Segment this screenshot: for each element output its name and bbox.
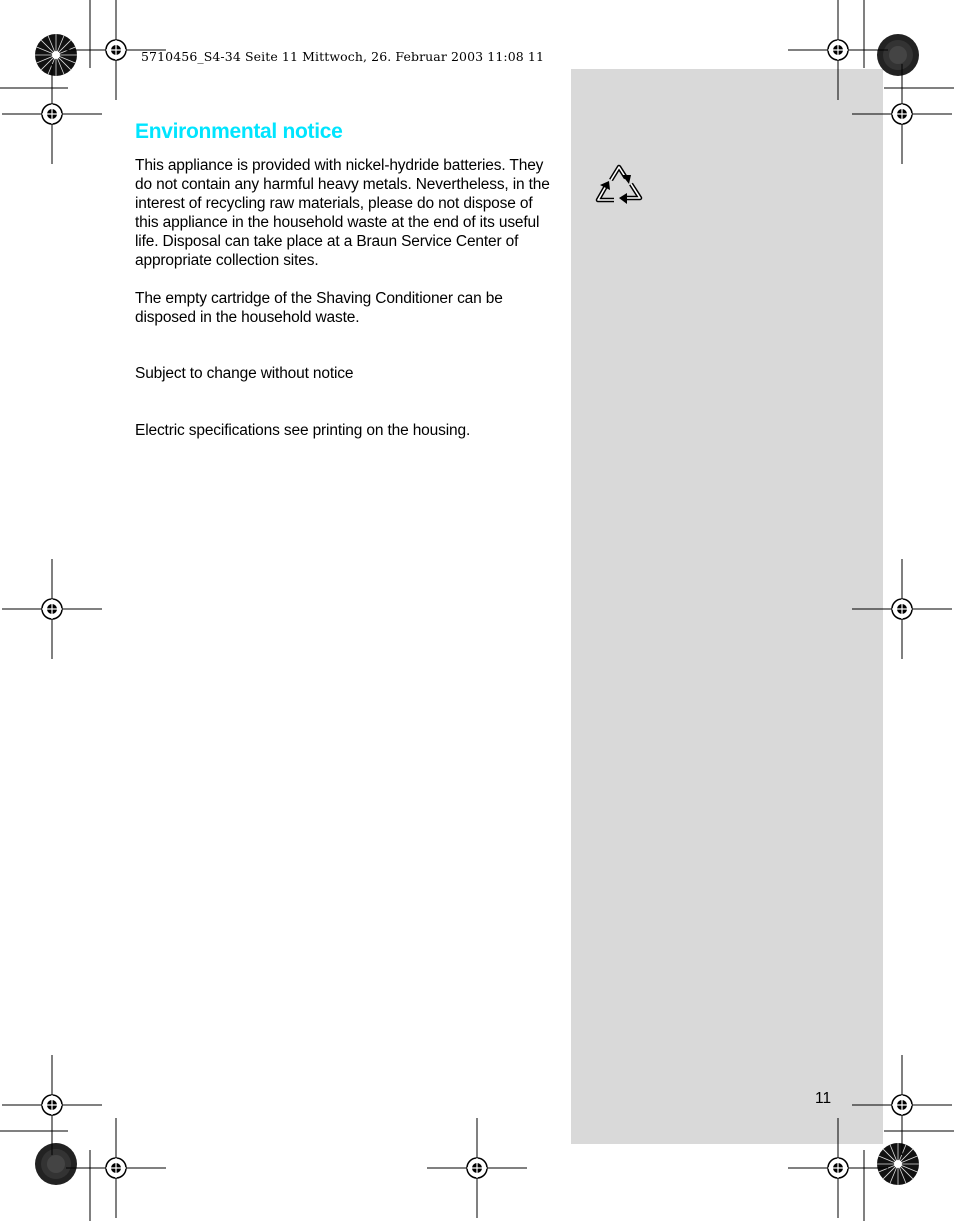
paragraph-change-notice: Subject to change without notice [135, 365, 354, 382]
paragraph-cartridge: The empty cartridge of the Shaving Conditioner can be disposed in the household waste. [135, 290, 503, 326]
paragraph-batteries: This appliance is provided with nickel-hydride batteries. They do not contain any harmful heavy metals. Nevertheless, in the interest of recycling raw materials, please do not dispose of this appliance in the household waste at the end of its useful life. Disposal can take place at a Braun Service Center of appropriate collection sites. [135, 157, 550, 269]
page-title: Environmental notice [135, 120, 343, 143]
paragraph-electric-specs: Electric specifications see printing on the housing. [135, 422, 471, 439]
page-number: 11 [815, 1090, 832, 1107]
print-header: 5710456_S4-34 Seite 11 Mittwoch, 26. Februar 2003 11:08 11 [141, 49, 544, 64]
